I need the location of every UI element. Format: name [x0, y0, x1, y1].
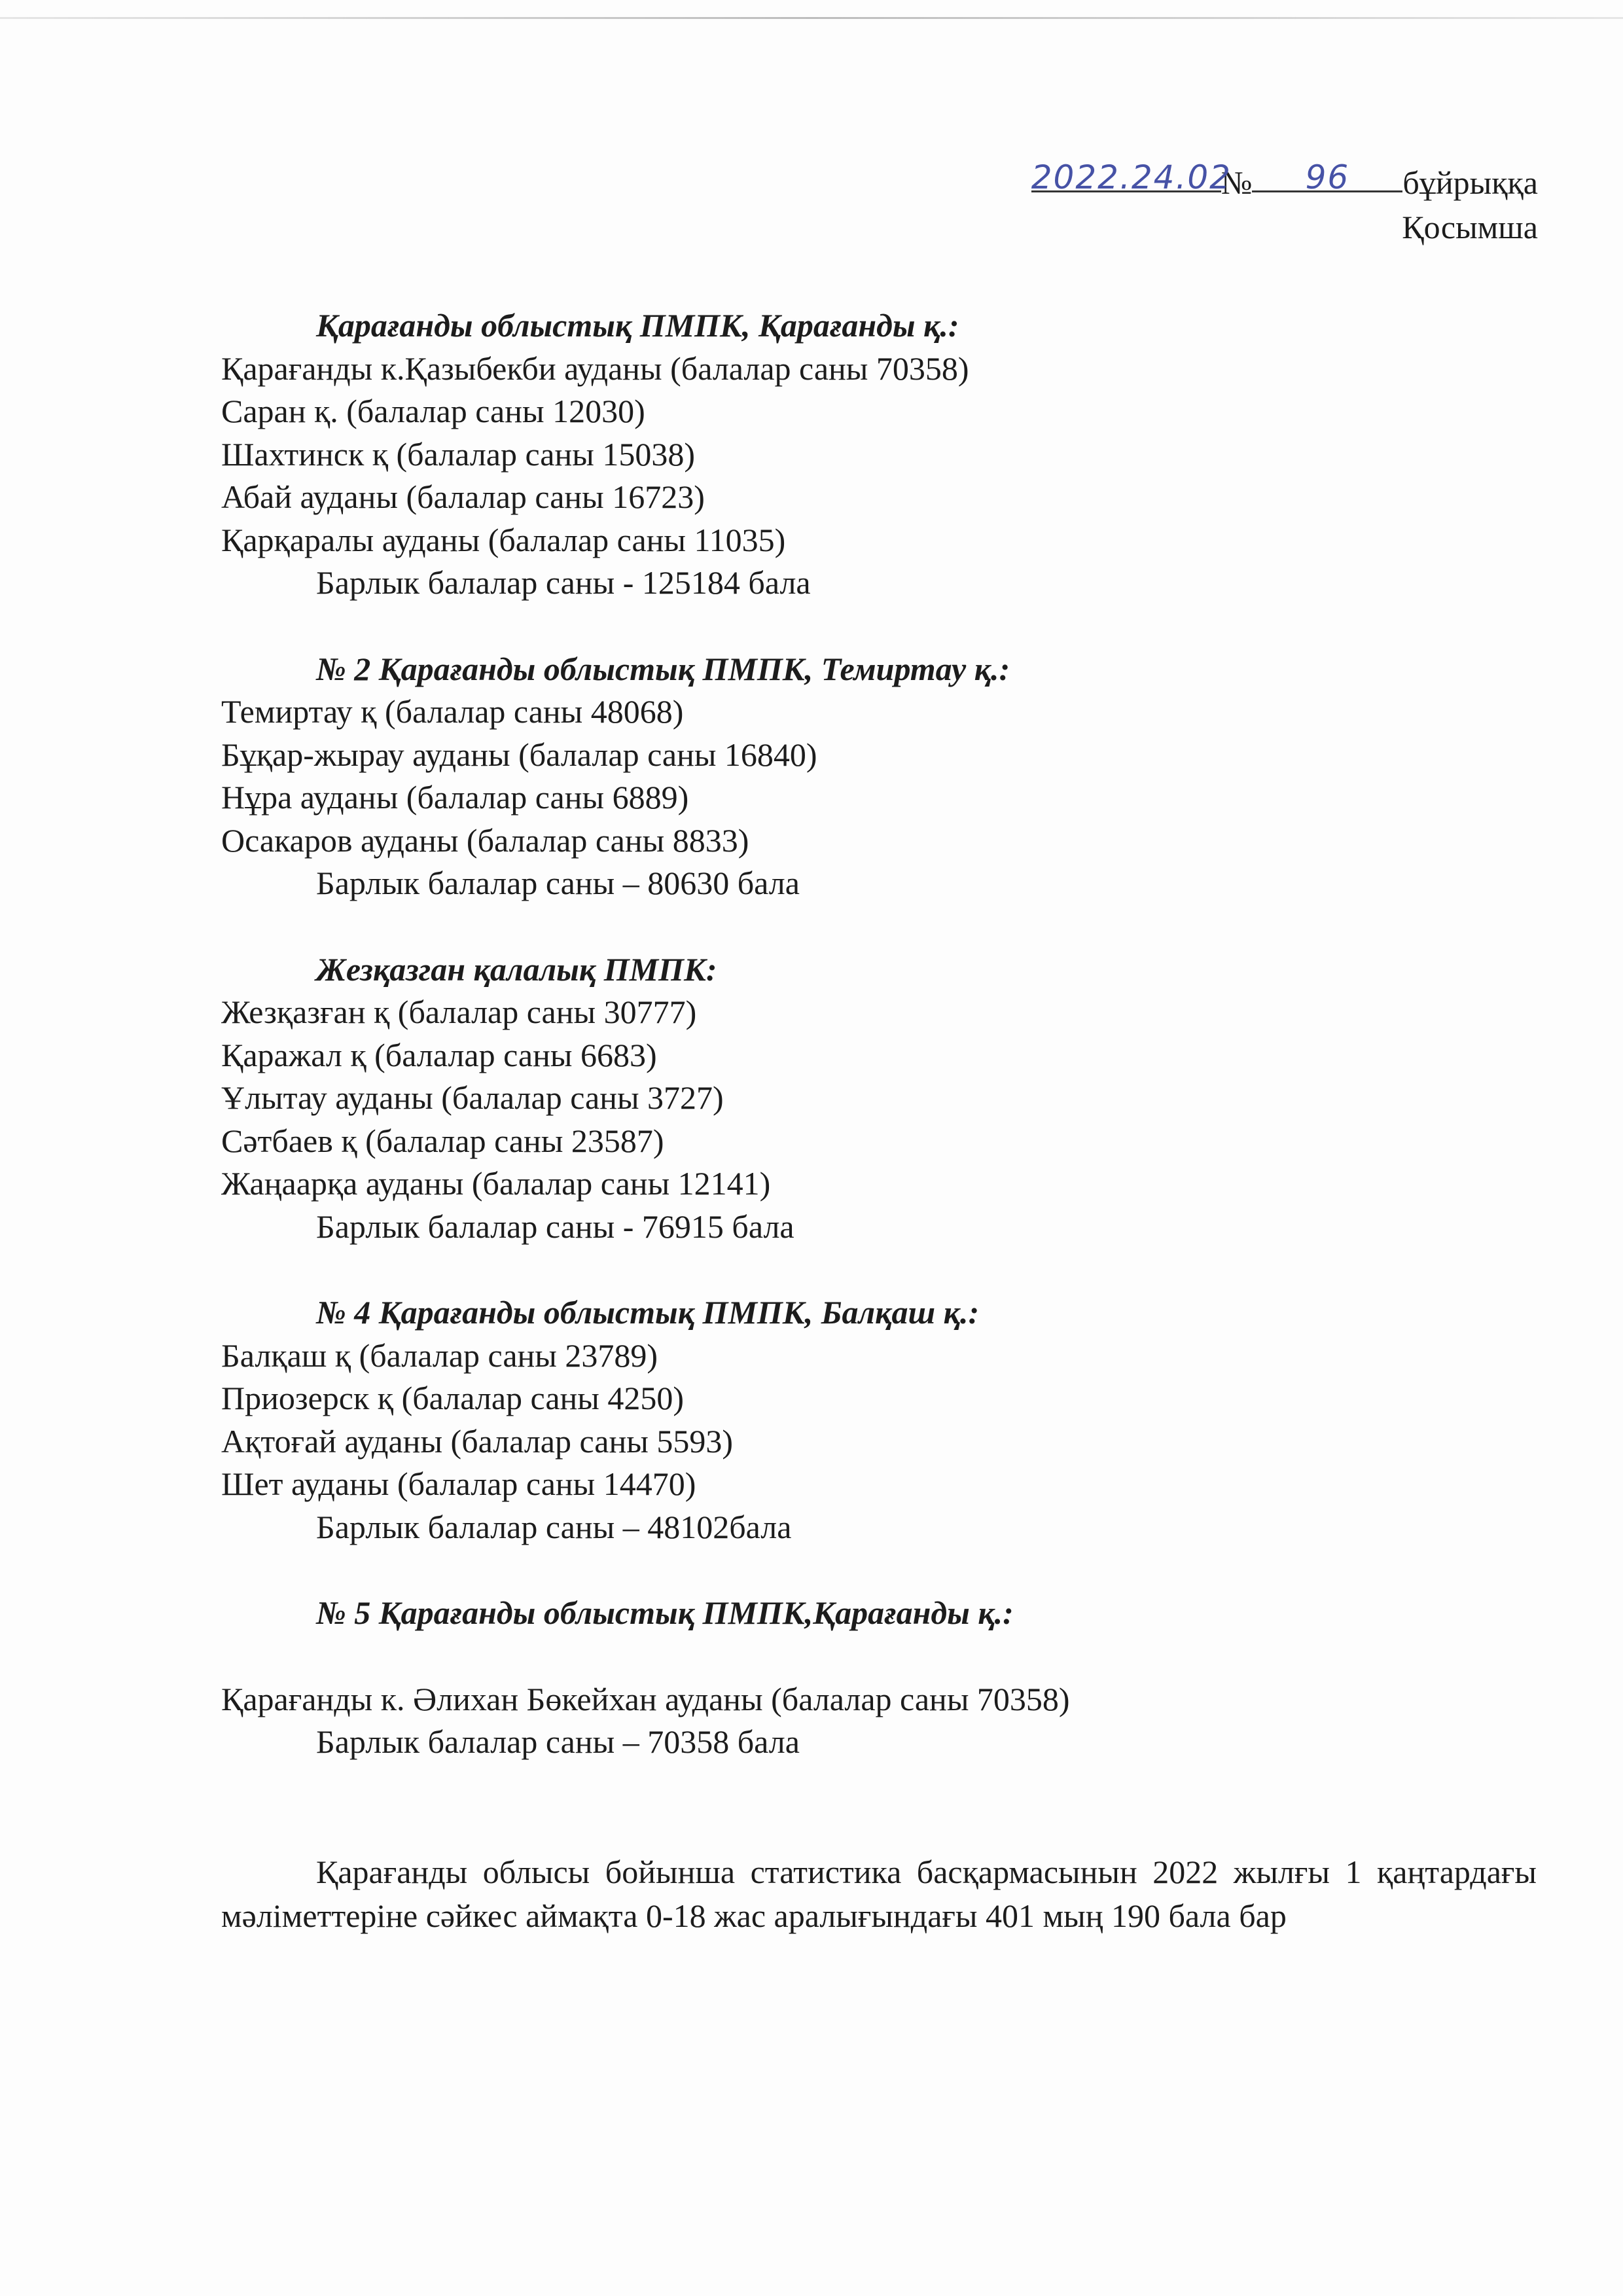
- list-item: Сәтбаев қ (балалар саны 23587): [221, 1122, 664, 1159]
- list-item: Қарқаралы ауданы (балалар саны 11035): [221, 521, 786, 558]
- order-reference-line: [883, 160, 1538, 205]
- list-item: Балқаш қ (балалар саны 23789): [221, 1336, 658, 1374]
- date-blank: [1031, 158, 1232, 196]
- spacer: [221, 1807, 1537, 1850]
- order-word: бұйрыққа: [1402, 164, 1538, 201]
- handwritten-number: 96: [1305, 158, 1350, 196]
- section-total: Барлык балалар саны - 125184 бала: [316, 564, 811, 601]
- list-item: Ұлытау ауданы (балалар саны 3727): [221, 1079, 724, 1116]
- spacer: [221, 605, 1537, 648]
- section-title: Қарағанды облыстық ПМПК, Қарағанды қ.:: [316, 307, 959, 344]
- spacer: [221, 905, 1537, 948]
- list-item: Қаражал қ (балалар саны 6683): [221, 1036, 657, 1073]
- section-1: [221, 304, 1537, 605]
- section-4: [221, 1291, 1537, 1549]
- section-2: [221, 648, 1537, 905]
- section-total: Барлык балалар саны – 70358 бала: [316, 1723, 800, 1760]
- list-item: Жезқазған қ (балалар саны 30777): [221, 994, 697, 1030]
- order-header: [883, 160, 1538, 249]
- list-item: Ақтоғай ауданы (балалар саны 5593): [221, 1422, 733, 1460]
- spacer: [221, 1635, 1537, 1678]
- list-item: Приозерск қ (балалар саны 4250): [221, 1380, 685, 1416]
- list-item: Қарағанды к.Қазыбекби ауданы (балалар саны 70358): [221, 350, 969, 387]
- list-item: Саран қ. (балалар саны 12030): [221, 393, 645, 429]
- handwritten-date: 2022.24.02: [1031, 158, 1232, 196]
- section-5: [221, 1592, 1537, 1764]
- list-item: Осакаров ауданы (балалар саны 8833): [221, 821, 749, 859]
- list-item: Шахтинск қ (балалар саны 15038): [221, 435, 695, 473]
- scan-edge: [0, 17, 1623, 19]
- list-item: Темиртау қ (балалар саны 48068): [221, 693, 684, 730]
- spacer: [221, 1248, 1537, 1291]
- number-sign: №: [1221, 164, 1253, 201]
- section-total: Барлык балалар саны - 76915 бала: [316, 1208, 794, 1245]
- list-item: Нұра ауданы (балалар саны 6889): [221, 779, 689, 816]
- list-item: Абай ауданы (балалар саны 16723): [221, 478, 705, 515]
- list-item: Қарағанды к. Әлихан Бөкейхан ауданы (балалар саны 70358): [221, 1680, 1070, 1717]
- section-total: Барлык балалар саны – 80630 бала: [316, 865, 800, 901]
- section-title: № 5 Қарағанды облыстық ПМПК,Қарағанды қ.:: [316, 1594, 1014, 1631]
- section-title: № 2 Қарағанды облыстық ПМПК, Темиртау қ.:: [316, 650, 1010, 687]
- appendix-label: Қосымша: [1402, 209, 1538, 245]
- spacer: [221, 1764, 1537, 1807]
- closing-paragraph: Қарағанды облысы бойынша статистика басқармасынын 2022 жылғы 1 қаңтардағы мәліметтеріне сәйкес аймақта 0-18 жас аралығындағы 401 мың 190 бала бар: [221, 1853, 1537, 1934]
- section-3: [221, 948, 1537, 1249]
- list-item: Бұқар-жырау ауданы (балалар саны 16840): [221, 736, 817, 773]
- section-title: № 4 Қарағанды облыстық ПМПК, Балқаш қ.:: [316, 1294, 980, 1331]
- list-item: Шет ауданы (балалар саны 14470): [221, 1465, 696, 1502]
- spacer: [221, 1549, 1537, 1592]
- list-item: Жаңаарқа ауданы (балалар саны 12141): [221, 1165, 771, 1202]
- section-total: Барлык балалар саны – 48102бала: [316, 1508, 792, 1545]
- section-title: Жезқазган қалалық ПМПК:: [316, 950, 717, 988]
- number-blank: [1252, 158, 1402, 196]
- document-body: [221, 304, 1537, 1938]
